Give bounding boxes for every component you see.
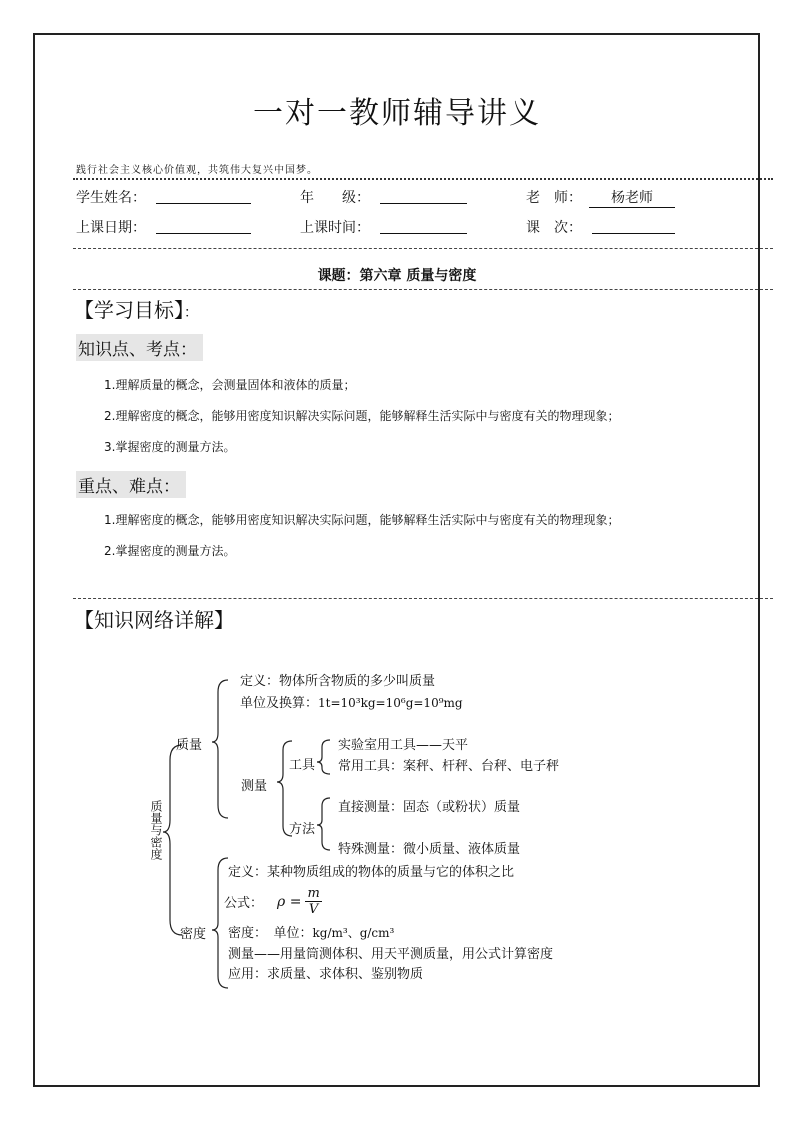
lab-tool: 实验室用工具——天平: [338, 738, 469, 753]
teacher-value: 杨老师: [611, 190, 653, 206]
list-item: 2.理解密度的概念，能够用密度知识解决实际问题，能够解释生活实际中与密度有关的物理现象；: [104, 409, 620, 423]
mass-node: 质量: [176, 738, 203, 753]
method-brace: [317, 798, 330, 850]
slogan: 践行社会主义核心价值观，共筑伟大复兴中国梦。: [76, 165, 318, 176]
density-formula: 公式： ρ = $\frac{m}{V}$: [224, 886, 320, 917]
density-units: 密度： 单位：kg/m³、g/cm³: [228, 926, 395, 941]
density-measure: 测量——用量筒测体积、用天平测质量，用公式计算密度: [228, 947, 554, 962]
density-application: 应用：求质量、求体积、鉴别物质: [228, 967, 424, 982]
list-item: 1.理解密度的概念，能够用密度知识解决实际问题，能够解释生活实际中与密度有关的物理现象；: [104, 513, 620, 527]
list-item: 3.掌握密度的测量方法。: [104, 440, 236, 454]
date-label: 上课日期：: [76, 220, 146, 236]
session-label: 课 次：: [526, 220, 582, 236]
teacher-label: 老 师：: [526, 190, 582, 206]
knowledge-heading: 知识点、考点：: [76, 334, 203, 361]
direct-measure: 直接测量：固态（或粉状）质量: [338, 800, 521, 815]
lesson-topic: 课题：第六章 质量与密度: [317, 268, 477, 284]
tools-brace: [317, 740, 330, 774]
special-measure: 特殊测量：微小质量、液体质量: [338, 842, 521, 857]
time-label: 上课时间：: [300, 220, 370, 236]
grade-label: 年 级：: [300, 190, 370, 206]
network-heading: 【知识网络详解】: [74, 608, 234, 632]
mass-brace: [212, 680, 228, 818]
mass-definition: 定义：物体所含物质的多少叫质量: [240, 674, 436, 689]
key-points-heading: 重点、难点：: [76, 471, 186, 498]
list-item: 2.掌握密度的测量方法。: [104, 544, 236, 558]
measure-node: 测量: [241, 779, 268, 794]
root-brace: [163, 745, 182, 935]
objectives-heading: 【学习目标】：: [74, 298, 198, 322]
list-item: 1.理解质量的概念，会测量固体和液体的质量；: [104, 378, 356, 392]
density-node: 密度: [180, 927, 207, 942]
common-tools: 常用工具：案秤、杆秤、台秤、电子秤: [338, 759, 560, 774]
page-title: 一对一教师辅导讲义: [253, 96, 541, 131]
root-node: 质量与密度: [149, 800, 163, 860]
density-definition: 定义：某种物质组成的物体的质量与它的体积之比: [228, 865, 515, 880]
mass-units: 单位及换算：1t=10³kg=10⁶g=10⁹mg: [240, 696, 463, 711]
density-brace: [212, 858, 228, 988]
student-name-label: 学生姓名：: [76, 190, 146, 206]
method-node: 方法: [289, 822, 316, 837]
tools-node: 工具: [289, 758, 316, 773]
